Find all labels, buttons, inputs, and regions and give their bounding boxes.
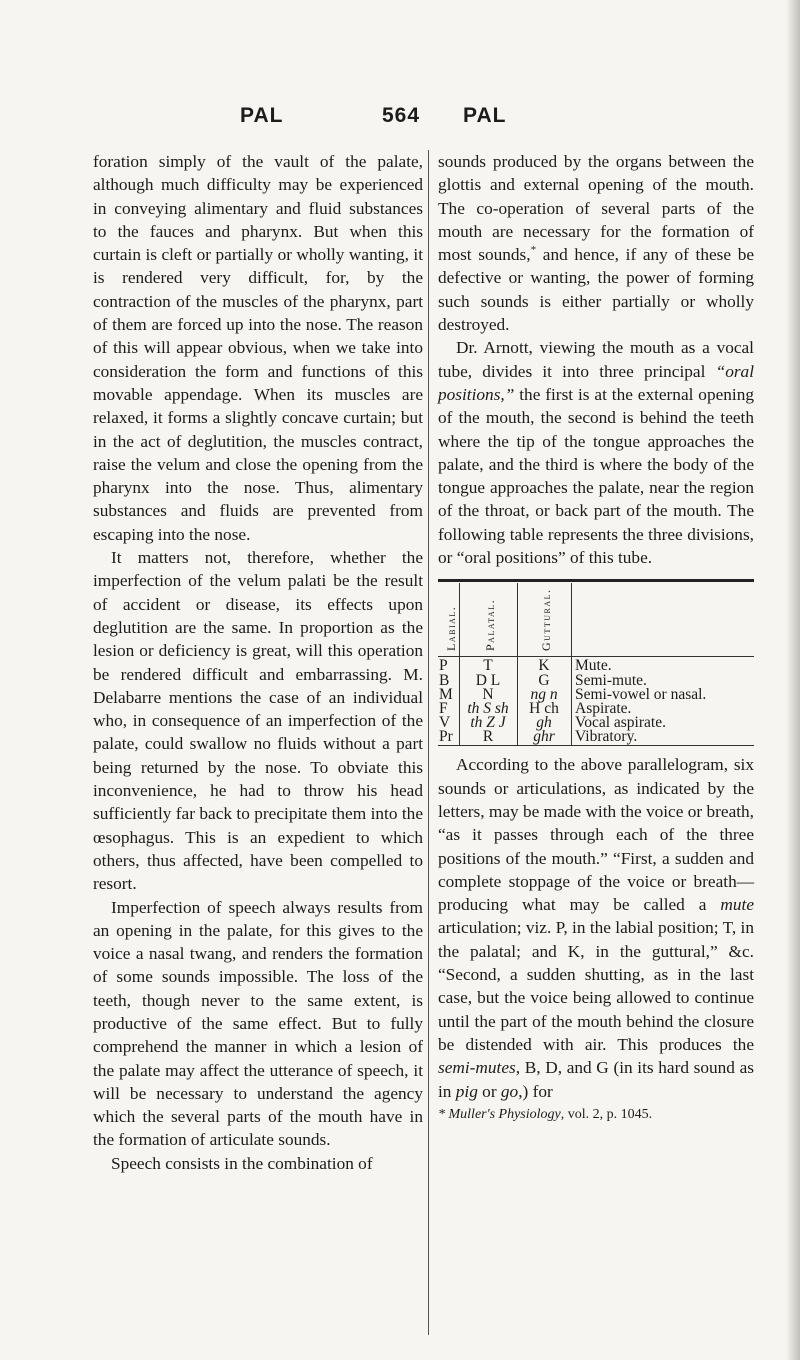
right-column xyxy=(438,150,754,1126)
emphasis-text: mute xyxy=(720,895,754,915)
left-column xyxy=(93,150,423,1175)
description-column xyxy=(575,659,706,744)
palatal-column xyxy=(462,659,514,744)
paragraph xyxy=(438,753,754,1102)
footnote xyxy=(438,1103,754,1126)
table-cell: Vibratory. xyxy=(575,728,638,746)
paragraph xyxy=(93,150,423,546)
labial-column xyxy=(439,659,453,744)
guttural-column xyxy=(520,659,568,744)
page-number: 564 xyxy=(382,104,421,127)
table-cell: G xyxy=(538,671,550,689)
table-cell: T xyxy=(483,657,493,675)
table-cell: P xyxy=(439,657,448,675)
table-cell: D L xyxy=(475,671,501,689)
paragraph xyxy=(438,150,754,336)
table-column-rule xyxy=(517,583,518,745)
right-column-bottom-text xyxy=(438,753,754,1102)
emphasis-text: go xyxy=(500,1081,519,1101)
paragraph xyxy=(93,896,423,1152)
table-cell: ghr xyxy=(533,728,555,746)
header-labial: Labial. xyxy=(444,606,458,652)
text-run: ,) for xyxy=(518,1081,553,1101)
emphasis-text: pig xyxy=(455,1081,478,1101)
footnote-marker: * xyxy=(438,1106,449,1122)
table-cell: K xyxy=(538,657,550,675)
table-cell: Semi-mute. xyxy=(575,671,647,689)
table-cell: Aspirate. xyxy=(575,699,632,717)
text-run: , B, D, and G (in its hard sound as in xyxy=(438,1058,754,1101)
table-cell: Mute. xyxy=(575,657,612,675)
emphasis-text: semi-mutes xyxy=(438,1058,516,1078)
text-run: foration simply of the vault of the palate, although much difficulty may be experienced in conveying alimentary and fluid substances to the fauces and pharynx. But when this curtain is cleft or partially or wholly wanting, it is rendered very difficult, for, by the contraction of the muscles of the pharynx, part of them are forced up into the nose. The reason of this will appear obvious, when we take into consideration the form and functions of this movable appendage. When its muscles are relaxed, it forms a slightly concave curtain; but in the act of deglutition, the muscles contract, raise the velum and close the opening from the pharynx into the nose. Thus, alimentary substances and fluids are prevented from escaping into the nose. xyxy=(93,152,423,544)
text-run: Dr. Arnott, viewing the mouth as a vocal tube, divides it into three principal xyxy=(438,338,754,381)
text-run: the first is at the external opening of the mouth, the second is behind the teeth where the tip of the tongue approaches the palate, and the third is where the body of the tongue approaches the palate, near the region of the throat, or back part of the mouth. The following table represents the three divisions, or “oral positions” of this tube. xyxy=(438,384,754,568)
paragraph xyxy=(93,546,423,895)
running-head-left: PAL xyxy=(240,104,284,127)
table-cell: H ch xyxy=(529,699,559,717)
paragraph xyxy=(93,1152,423,1175)
text-run: and hence, if any of these be defective or wanting, the power of forming such sounds is either partially or wholly destroyed. xyxy=(438,245,755,335)
text-run: According to the above parallelogram, six sounds or articulations, as indicated by the letters, may be made with the voice or breath, “as it passes through each of the three positions of the mouth.” “First, a sudden and complete stoppage of the voice or breath—producing what may be called a xyxy=(438,755,754,915)
text-run: Speech consists in the combination of xyxy=(111,1153,373,1173)
table-cell: th S sh xyxy=(467,699,509,717)
table-cell: th Z J xyxy=(470,714,506,732)
table-cell: M xyxy=(439,685,453,703)
text-run: articulation; viz. P, in the labial position; T, in the palatal; and K, in the guttural,” &c. “Second, a sudden shutting, as in the last case, but the voice being allowed to continue until the part of the mouth behind the closure be distended with air. This produces the xyxy=(438,918,754,1054)
footnote-reference: , vol. 2, p. 1045. xyxy=(560,1106,653,1122)
text-run: sounds produced by the organs between the glottis and external opening of the mouth. The co-operation of several parts of the mouth are necessary for the formation of most sounds, xyxy=(438,152,754,265)
table-bottom-rule xyxy=(438,745,754,746)
table-cell: Vocal aspirate. xyxy=(575,714,666,732)
table-cell: Semi-vowel or nasal. xyxy=(575,685,707,703)
page-edge-shadow xyxy=(786,0,800,1360)
running-head-right: PAL xyxy=(463,104,507,127)
table-cell: gh xyxy=(536,714,552,732)
footnote-source: Muller's Physiology xyxy=(448,1106,561,1122)
emphasis-text: “oral positions,” xyxy=(438,361,754,404)
header-guttural: Guttural. xyxy=(539,588,553,652)
table-cell: R xyxy=(482,728,494,746)
table-cell: Pr xyxy=(439,728,453,746)
table-column-rule xyxy=(571,583,572,745)
paragraph xyxy=(438,336,754,569)
running-head xyxy=(0,104,800,140)
table-cell: V xyxy=(439,714,451,732)
table-cell: B xyxy=(439,671,450,689)
right-column-top-text xyxy=(438,150,754,569)
table-top-rule xyxy=(438,579,754,582)
header-palatal: Palatal. xyxy=(483,599,497,652)
column-rule xyxy=(428,150,429,1335)
table-cell: ng n xyxy=(530,685,558,703)
table-cell: F xyxy=(439,699,448,717)
oral-positions-table xyxy=(438,579,754,747)
text-run: Imperfection of speech always results from an opening in the palate, for this gives to the voice a nasal twang, and renders the formation of some sounds impossible. The loss of the teeth, though never to the same extent, is productive of the same effect. But to fully comprehend the manner in which a lesion of the palate may affect the utterance of speech, it will be necessary to understand the agency which the several parts of the mouth have in the formation of articulate sounds. xyxy=(93,897,423,1150)
footnote-mark: * xyxy=(530,244,537,257)
table-cell: N xyxy=(482,685,494,703)
text-run: It matters not, therefore, whether the imperfection of the velum palati be the result of accident or disease, its effects upon deglutition are the same. In proportion as the lesion or deficiency is great, will this operation be rendered difficult and embarrassing. M. Delabarre mentions the case of an individual who, in consequence of an imperfection of the palate, could swallow no fluids without a part being returned by the nose. To obviate this inconvenience, he had to throw his head sufficiently far back to precipitate them into the œsophagus. This is an expedient to which others, thus affected, have been compelled to resort. xyxy=(93,548,423,894)
text-run: or xyxy=(477,1081,501,1101)
